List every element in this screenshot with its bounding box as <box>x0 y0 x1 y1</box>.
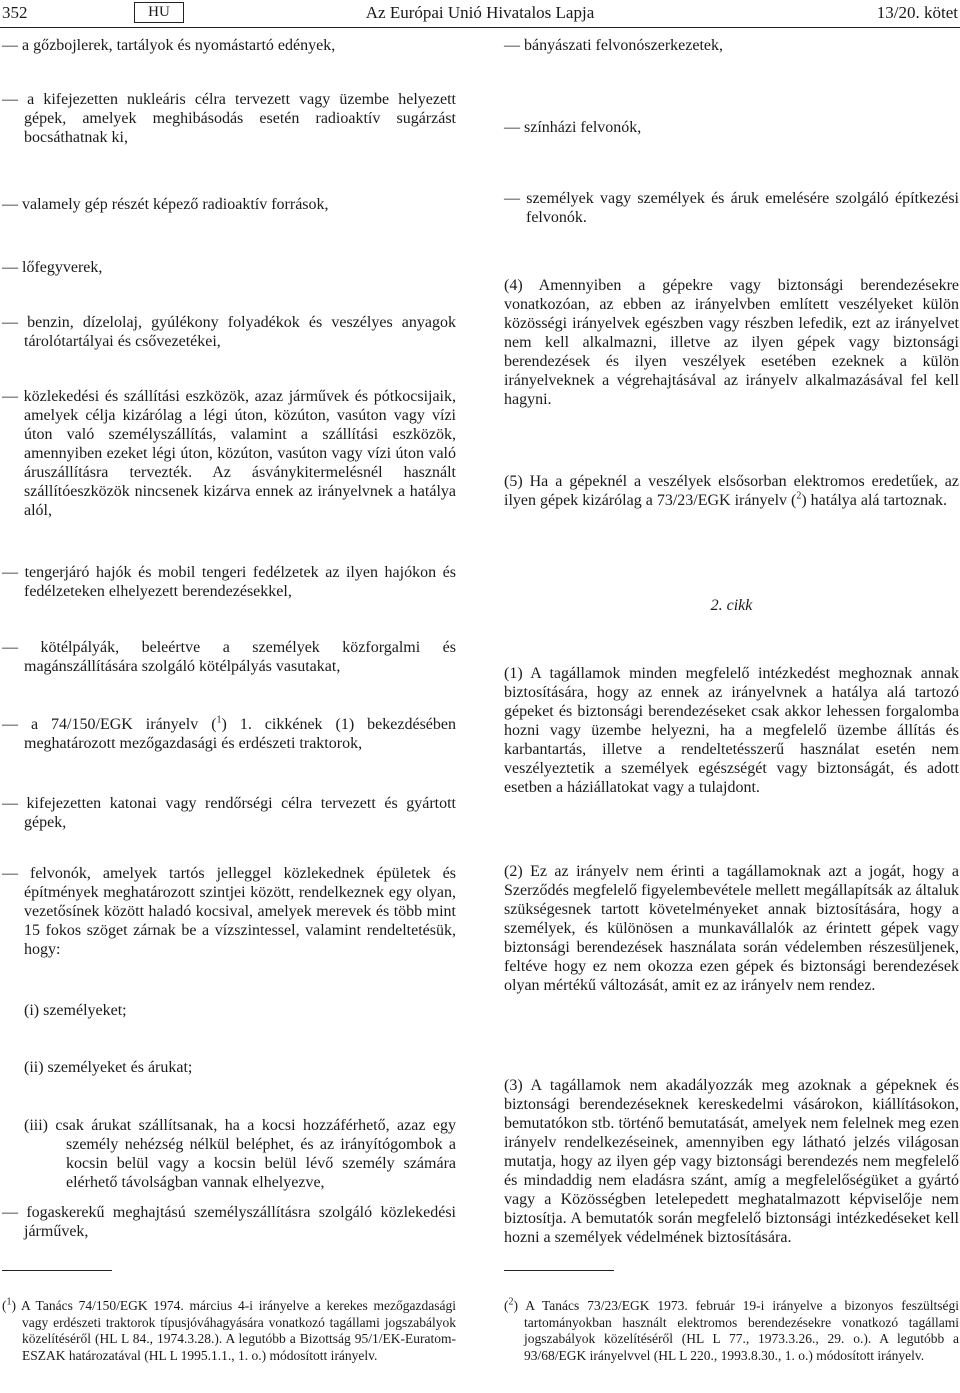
list-item: — személyek vagy személyek és áruk emelésére szolgáló építkezési felvonók. <box>504 190 959 226</box>
footnote-rule <box>2 1270 112 1271</box>
list-item: — kifejezetten katonai vagy rendőrségi célra tervezett és gyártott gépek, <box>2 795 456 831</box>
list-item: — fogaskerekű meghajtású személyszállításra szolgáló közlekedési járművek, <box>2 1204 456 1240</box>
footnote-rule <box>504 1270 614 1271</box>
article2-paragraph-3: (3) A tagállamok nem akadályozzák meg azoknak a gépeknek és biztonsági berendezéseknek kereskedelmi vásárokon, kiállításokon, bemutatókon stb. történő bemutatását, amelyek nem felelnek meg ezen irányelv rendelkezéseinek, amennyiben egy látható jelzés világosan mutatja, hogy az ilyen gép vagy biztonsági berendezés nem megfelelő és mindaddig nem eladásra szánt, amíg a megfelelőségüket a gyártó vagy a Közösségben letelepedett meghatalmazott képviselője nem biztosítja. A bemutatók során megfelelő biztonsági intézkedéseket kell hozni a személyek védelmének biztosítására. <box>504 1077 959 1246</box>
article2-paragraph-1: (1) A tagállamok minden megfelelő intézkedést meghoznak annak biztosítására, hogy az ennek az irányelvnek a hatálya alá tartozó gépeket és biztonsági berendezéseket csak akkor lehessen forgalomba hozni vagy üzembe helyezni, ha a megfelelő üzembe állítás és karbantartás, illetve a rendeltetésszerű használat esetén nem veszélyeztetik a személyek egészségét vagy biztonságát, és adott esetben a háziállatokat vagy a tulajdont. <box>504 665 959 796</box>
list-item: — felvonók, amelyek tartós jelleggel közlekednek épületek és építmények meghatározott szintjei között, rendelkeznek egy olyan, vezetősínek között haladó kocsival, amelyek merevek és több mint 15 fokos szöget zárnak be a vízszintessel, valamint rendeltetésük, hogy: <box>2 865 456 958</box>
list-item: — közlekedési és szállítási eszközök, azaz járművek és pótkocsijaik, amelyek célja kizárólag a légi úton, közúton, vasúton vagy vízi úton való személyszállítás, valamint a szállítási eszközök, amennyiben ezeket légi úton, közúton, vasúton vagy vízi úton való áruszállításra tervezték. Az ásványkitermelésnél használt szállítóeszközök nincsenek kizárva ennek az irányelvnek a hatálya alól, <box>2 388 456 519</box>
article-heading: 2. cikk <box>710 597 753 614</box>
footnote-text: A Tanács 74/150/EGK 1974. március 4-i irányelve a kerekes mezőgazdasági vagy erdészeti traktorok típusjóváhagyására vonatkozó tagállami jogszabályok közelítéséről (HL L 84., 1974.3.28.). A legutóbb a Bizottság 95/1/EK-Euratom-ESZAK határozatával (HL L 1995.1.1., 1. o.) módosított irányelv. <box>21 1298 456 1363</box>
list-item: — valamely gép részét képező radioaktív források, <box>2 196 329 213</box>
language-code-box: HU <box>134 2 184 23</box>
list-item: — lőfegyverek, <box>2 259 103 276</box>
right-column <box>504 0 959 1393</box>
footnote-ref[interactable]: 1 <box>216 714 222 726</box>
list-item: — benzin, dízelolaj, gyúlékony folyadékok és veszélyes anyagok tárolótartályai és csővezetékei, <box>2 314 456 350</box>
list-item: — kötélpályák, beleértve a személyek közforgalmi és magánszállítására szolgáló kötélpályás vasutakat, <box>2 639 456 675</box>
footnote-marker: 1 <box>6 1296 12 1308</box>
page-number: 352 <box>2 3 28 22</box>
paragraph-5: (5) Ha a gépeknél a veszélyek elsősorban elektromos eredetűek, az ilyen gépek kizárólag a 73/23/EGK irányelv ($^2$) hatálya alá tartoznak. <box>504 473 959 509</box>
list-item-tractors: — a 74/150/EGK irányelv ($^1$) 1. cikkének (1) bekezdésében meghatározott mezőgazdasági és erdészeti traktorok, <box>2 714 456 752</box>
paragraph-4: (4) Amennyiben a gépekre vagy biztonsági berendezésekre vonatkozóan, az ebben az irányelvben említett veszélyeket külön közösségi irányelvek egészben vagy részben lefedik, ezt az irányelvet nem kell alkalmazni, illetve az ilyen gépek vagy biztonsági berendezések és ilyen veszélyek esetében ezeknek a külön irányelveknek a végrehajtásával az irányelv alkalmazásával fel kell hagyni. <box>504 277 959 408</box>
sub-item: (i) személyeket; <box>24 1002 127 1019</box>
article2-paragraph-2: (2) Ez az irányelv nem érinti a tagállamoknak azt a jogát, hogy a Szerződés megfelelő figyelembevétele mellett megállapítsák az általuk szükségesnek tartott követelményeket annak biztosítására, hogy a személyek, és különösen a munkavállalók az érintett gépek vagy biztonsági berendezések használata során védelemben részesüljenek, feltéve hogy ez nem okozza ezen gépek és biztonsági berendezések olyan mértékű változását, amit ez az irányelv nem rendez. <box>504 863 959 994</box>
list-item: — a kifejezetten nukleáris célra tervezett vagy üzembe helyezett gépek, amelyek meghibásodás esetén radioaktív sugárzást bocsáthatnak ki, <box>2 91 456 146</box>
footnote-2: ($^2$) A Tanács 73/23/EGK 1973. február 19-i irányelve a bizonyos feszültségi tartományokban használt elektromos berendezésekre vonatkozó tagállami jogszabályok közelítéséről (HL L 77., 1973.3.26., 29. o.). A legutóbb a 93/68/EGK irányelvvel (HL L 220., 1993.8.30., 1. o.) módosított irányelv. <box>504 1296 959 1363</box>
footnote-1: ($^1$) A Tanács 74/150/EGK 1974. március 4-i irányelve a kerekes mezőgazdasági vagy erdészeti traktorok típusjóváhagyására vonatkozó tagállami jogszabályok közelítéséről (HL L 84., 1974.3.28.). A legutóbb a Bizottság 95/1/EK-Euratom-ESZAK határozatával (HL L 1995.1.1., 1. o.) módosított irányelv. <box>2 1296 456 1363</box>
volume-label: 13/20. kötet <box>876 3 958 22</box>
footnote-ref[interactable]: 2 <box>796 490 802 502</box>
list-item: — színházi felvonók, <box>504 119 642 136</box>
journal-title: Az Európai Unió Hivatalos Lapja <box>365 3 595 22</box>
sub-item: (iii) csak árukat szállítsanak, ha a kocsi hozzáférhető, azaz egy személy nehézség nélkül beléphet, és az irányítógombok a kocsin belül vagy a kocsin belül lévő személy számára elérhető távolságban vannak elhelyezve, <box>24 1117 456 1191</box>
list-item: — bányászati felvonószerkezetek, <box>504 37 724 54</box>
list-item: — tengerjáró hajók és mobil tengeri fedélzetek az ilyen hajókon és fedélzeteken elhelyezett berendezésekkel, <box>2 564 456 600</box>
footnote-text: A Tanács 73/23/EGK 1973. február 19-i irányelve a bizonyos feszültségi tartományokban használt elektromos berendezésekre vonatkozó tagállami jogszabályok közelítéséről (HL L 77., 1973.3.26., 29. o.). A legutóbb a 93/68/EGK irányelvvel (HL L 220., 1993.8.30., 1. o.) módosított irányelv. <box>524 1298 959 1363</box>
footnote-marker: 2 <box>508 1296 514 1308</box>
left-column <box>2 0 456 1393</box>
list-item: — a gőzbojlerek, tartályok és nyomástartó edények, <box>2 37 336 54</box>
sub-item: (ii) személyeket és árukat; <box>24 1059 193 1076</box>
